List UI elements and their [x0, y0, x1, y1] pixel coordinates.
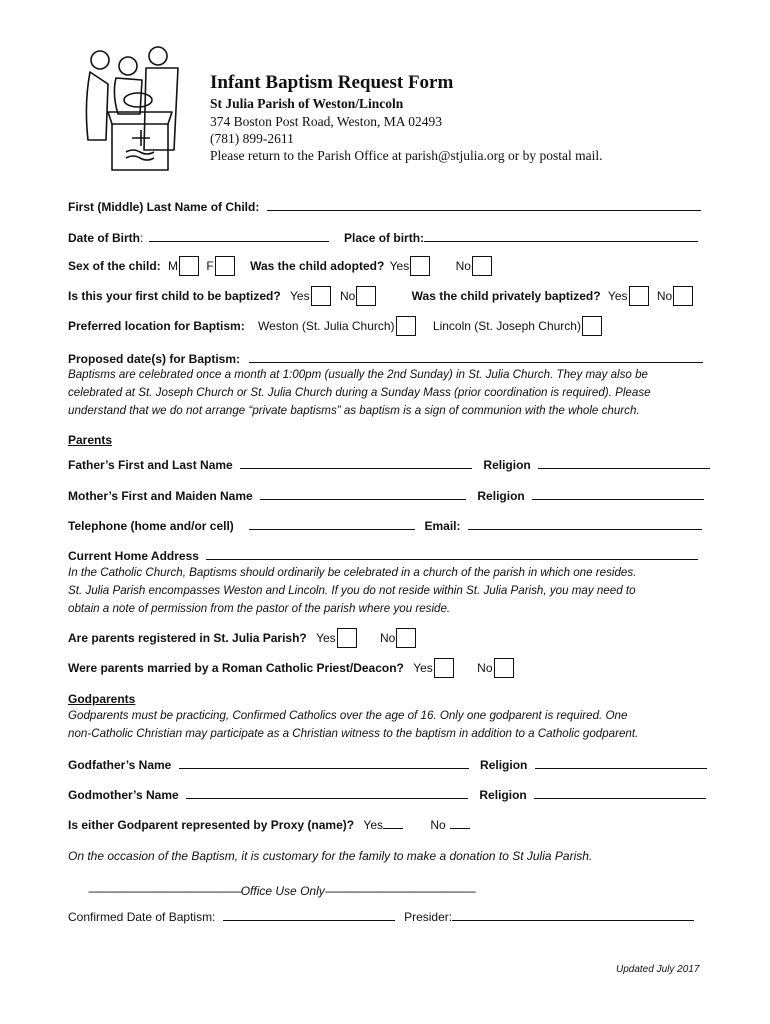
- child-name-row: [68, 197, 701, 217]
- location-weston-label: Weston (St. Julia Church): [258, 319, 395, 333]
- office-use-divider: [88, 881, 475, 901]
- form-title: Infant Baptism Request Form: [210, 72, 454, 93]
- first-child-yes-label: Yes: [290, 289, 310, 303]
- return-note: Please return to the Parish Office at parish@stjulia.org or by postal mail.: [210, 148, 603, 163]
- father-row: [68, 455, 710, 475]
- adopted-label: Was the child adopted?: [250, 259, 385, 273]
- residence-note: [68, 564, 708, 618]
- proxy-row: [68, 815, 470, 835]
- baptism-illustration: [78, 44, 190, 174]
- mother-label: Mother’s First and Maiden Name: [68, 489, 253, 503]
- registered-row: [68, 628, 416, 648]
- note-line: Godparents must be practicing, Confirmed Catholics over the age of 16. Only one godparent is required. One: [68, 709, 628, 722]
- child-name-field[interactable]: [267, 199, 701, 211]
- godmother-label: Godmother’s Name: [68, 788, 179, 802]
- proxy-no-field[interactable]: [450, 817, 470, 829]
- first-child-label: Is this your first child to be baptized?: [68, 289, 281, 303]
- telephone-row: [68, 516, 702, 536]
- mother-religion-label: Religion: [477, 489, 525, 503]
- adopted-yes-label: Yes: [389, 259, 410, 273]
- private-no-label: No: [656, 289, 673, 303]
- adopted-yes-checkbox[interactable]: [410, 256, 430, 276]
- parish-address: 374 Boston Post Road, Weston, MA 02493: [210, 114, 442, 129]
- married-no-label: No: [477, 661, 493, 675]
- proxy-label: Is either Godparent represented by Proxy (name)?: [68, 818, 355, 832]
- proxy-yes-field[interactable]: [383, 817, 403, 829]
- dob-label: Date of Birth: [68, 231, 140, 245]
- godparents-heading: Godparents: [68, 692, 136, 706]
- private-yes-label: Yes: [607, 289, 628, 303]
- donation-note: On the occasion of the Baptism, it is customary for the family to make a donation to St Julia Parish.: [68, 849, 593, 863]
- father-religion-field[interactable]: [538, 457, 710, 469]
- sex-label: Sex of the child:: [68, 259, 161, 273]
- parents-heading: Parents: [68, 433, 113, 447]
- married-no-checkbox[interactable]: [494, 658, 514, 678]
- first-child-row: [68, 286, 693, 306]
- godmother-religion-label: Religion: [479, 788, 527, 802]
- baptism-schedule-note: [68, 366, 708, 420]
- note-line: In the Catholic Church, Baptisms should ordinarily be celebrated in a church of the parish in which one resides.: [68, 566, 637, 579]
- first-child-yes-checkbox[interactable]: [311, 286, 331, 306]
- location-lincoln-label: Lincoln (St. Joseph Church): [432, 319, 581, 333]
- godfather-row: [68, 755, 707, 775]
- pob-field[interactable]: [424, 230, 698, 242]
- dob-field[interactable]: [149, 230, 329, 242]
- father-religion-label: Religion: [483, 458, 531, 472]
- married-yes-label: Yes: [413, 661, 433, 675]
- godmother-row: [68, 785, 706, 805]
- location-lincoln-checkbox[interactable]: [582, 316, 602, 336]
- godfather-religion-field[interactable]: [535, 757, 707, 769]
- parish-phone: (781) 899-2611: [210, 131, 294, 146]
- registered-label: Are parents registered in St. Julia Parish?: [68, 631, 307, 645]
- sex-f-label: F: [206, 259, 214, 273]
- parish-name: St Julia Parish of Weston/Lincoln: [210, 96, 404, 111]
- mother-row: [68, 486, 704, 506]
- sex-f-checkbox[interactable]: [215, 256, 235, 276]
- home-address-row: [68, 546, 698, 566]
- note-line: St. Julia Parish encompasses Weston and Lincoln. If you do not reside within St. Julia Parish, you may need to: [68, 584, 636, 597]
- home-address-label: Current Home Address: [68, 549, 199, 563]
- adopted-no-label: No: [455, 259, 471, 273]
- presider-field[interactable]: [452, 909, 694, 921]
- pob-label: Place of birth:: [344, 231, 425, 245]
- location-label: Preferred location for Baptism:: [68, 319, 245, 333]
- godmother-religion-field[interactable]: [534, 787, 706, 799]
- sex-m-label: M: [168, 259, 179, 273]
- sex-row: [68, 256, 492, 276]
- note-line: non-Catholic Christian may participate as a Christian witness to the baptism in addition to a Catholic godparent.: [68, 727, 639, 740]
- proposed-dates-field[interactable]: [249, 351, 703, 363]
- note-line: Baptisms are celebrated once a month at 1:00pm (usually the 2nd Sunday) in St. Julia Church. They may also be: [68, 368, 648, 381]
- father-name-field[interactable]: [240, 457, 472, 469]
- confirmed-date-label: Confirmed Date of Baptism:: [68, 910, 216, 924]
- dob-colon: :: [140, 231, 144, 245]
- godfather-religion-label: Religion: [480, 758, 528, 772]
- private-label: Was the child privately baptized?: [411, 289, 601, 303]
- email-field[interactable]: [468, 518, 702, 530]
- home-address-field[interactable]: [206, 548, 698, 560]
- registered-no-checkbox[interactable]: [396, 628, 416, 648]
- godfather-name-field[interactable]: [179, 757, 469, 769]
- first-child-no-label: No: [339, 289, 356, 303]
- registered-no-label: No: [380, 631, 396, 645]
- confirmed-date-field[interactable]: [223, 909, 395, 921]
- private-no-checkbox[interactable]: [673, 286, 693, 306]
- presider-label: Presider:: [404, 910, 453, 924]
- married-row: [68, 658, 514, 678]
- email-label: Email:: [424, 519, 461, 533]
- note-line: celebrated at St. Joseph Church or St. Julia Church during a Sunday Mass (prior coordination is required). Please: [68, 386, 651, 399]
- mother-religion-field[interactable]: [532, 488, 704, 500]
- father-label: Father’s First and Last Name: [68, 458, 233, 472]
- office-use-label: Office Use Only: [240, 884, 325, 898]
- godfather-label: Godfather’s Name: [68, 758, 172, 772]
- location-weston-checkbox[interactable]: [396, 316, 416, 336]
- sex-m-checkbox[interactable]: [179, 256, 199, 276]
- office-dash-left: --------------------------------------------------------------: [88, 886, 241, 898]
- married-yes-checkbox[interactable]: [434, 658, 454, 678]
- private-yes-checkbox[interactable]: [629, 286, 649, 306]
- office-row: [68, 907, 694, 927]
- married-label: Were parents married by a Roman Catholic Priest/Deacon?: [68, 661, 404, 675]
- child-name-label: First (Middle) Last Name of Child:: [68, 200, 260, 214]
- mother-name-field[interactable]: [260, 488, 466, 500]
- note-line: obtain a note of permission from the pastor of the parish where you reside.: [68, 602, 451, 615]
- registered-yes-label: Yes: [316, 631, 336, 645]
- proxy-yes-label: Yes: [363, 818, 383, 832]
- adopted-no-checkbox[interactable]: [472, 256, 492, 276]
- telephone-field[interactable]: [249, 518, 415, 530]
- office-dash-right: -------------------------------------------------------------: [324, 886, 475, 898]
- proxy-no-label: No: [430, 818, 446, 832]
- proposed-dates-label: Proposed date(s) for Baptism:: [68, 352, 241, 366]
- footer-updated: Updated July 2017: [616, 964, 700, 975]
- telephone-label: Telephone (home and/or cell): [68, 519, 234, 533]
- dob-row: [68, 228, 698, 248]
- godparents-note: [68, 707, 708, 743]
- registered-yes-checkbox[interactable]: [337, 628, 357, 648]
- location-row: [68, 316, 602, 336]
- first-child-no-checkbox[interactable]: [356, 286, 376, 306]
- note-line: understand that we do not arrange “private baptisms” as baptism is a sign of communion with the whole church.: [68, 404, 640, 417]
- godmother-name-field[interactable]: [186, 787, 468, 799]
